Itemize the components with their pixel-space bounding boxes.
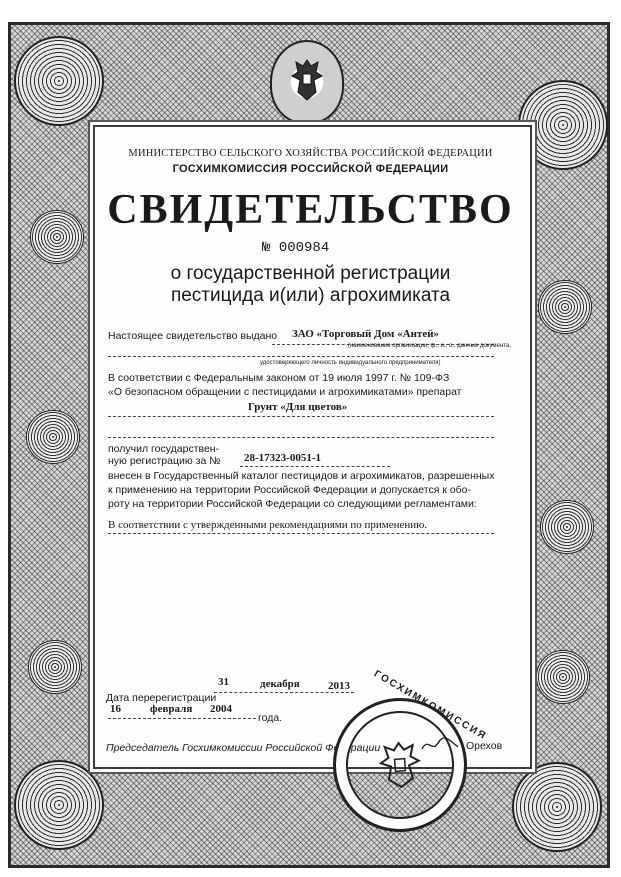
corner-rosette-bottom-left xyxy=(14,760,104,850)
number-prefix: № xyxy=(262,240,271,256)
catalog-line-1: внесен в Государственный каталог пестицидов и агрохимикатов, разрешенных xyxy=(108,470,495,482)
stamp-eagle-icon xyxy=(376,738,424,793)
year-suffix: года. xyxy=(258,712,283,724)
subtitle-line-1: о государственной регистрации xyxy=(170,263,451,284)
issued-value: ЗАО «Торговый Дом «Антей» xyxy=(292,328,440,340)
law-line-1: В соответствии с Федеральным законом от 19 июля 1997 г. № 109-ФЗ xyxy=(108,372,450,384)
issued-underline-2 xyxy=(108,356,494,357)
issued-hint-2: удостоверяющего личность индивидуального предпринимателя) xyxy=(260,360,441,366)
registration-label-2: ную регистрацию за № xyxy=(108,455,221,467)
ministry-name: МИНИСТЕРСТВО СЕЛЬСКОГО ХОЗЯЙСТВА РОССИЙСКОЙ ФЕДЕРАЦИИ xyxy=(128,148,493,159)
issued-label: Настоящее свидетельство выдано xyxy=(108,330,278,342)
rereg-label: Дата перерегистрации xyxy=(106,692,217,704)
rereg-year: 2013 xyxy=(328,680,350,692)
catalog-line-3: роту на территории Российской Федерации со следующими регламентами: xyxy=(108,498,477,510)
rereg-underline xyxy=(214,692,354,693)
certificate-number xyxy=(262,240,329,256)
reglament-text: В соответствии с утвержденными рекомендациями по применению. xyxy=(108,519,428,531)
side-rosette-right-2 xyxy=(540,500,594,554)
catalog-line-2: к применению на территории Российской Федерации и допускается к обо- xyxy=(108,484,472,496)
registration-number: 28-17323-0051-1 xyxy=(244,452,321,464)
reglament-underline xyxy=(108,533,494,534)
subtitle-line-2: пестицида и(или) агрохимиката xyxy=(170,285,451,306)
signature-icon xyxy=(420,735,460,755)
chairman-name: Орехов xyxy=(466,740,503,752)
side-rosette-left-2 xyxy=(26,410,80,464)
product-underline xyxy=(108,416,494,417)
agency-name: ГОСХИМКОМИССИЯ РОССИЙСКОЙ ФЕДЕРАЦИИ xyxy=(172,163,449,175)
coat-of-arms-emblem xyxy=(270,40,344,124)
reg-month: февраля xyxy=(150,703,193,715)
product-underline-2 xyxy=(108,437,494,438)
rereg-day: 31 xyxy=(218,676,229,688)
reg-underline xyxy=(108,718,256,719)
page-title: СВИДЕТЕЛЬСТВО xyxy=(107,187,514,233)
number-value: 000984 xyxy=(278,240,330,256)
chairman-label: Председатель Госхимкомиссии Российской Федерации xyxy=(106,742,381,754)
double-headed-eagle-icon xyxy=(290,56,324,104)
corner-rosette-top-left xyxy=(14,36,104,126)
rereg-month: декабря xyxy=(260,678,300,690)
stamp-text: ГОСХИМКОМИССИЯ xyxy=(371,668,489,743)
registration-label-1: получил государствен- xyxy=(108,443,220,455)
issued-hint-1: (наименование организации, ф., и., о., данные документа, xyxy=(348,343,511,349)
registration-underline xyxy=(240,466,390,467)
reg-day: 16 xyxy=(110,703,121,715)
reg-year: 2004 xyxy=(210,703,232,715)
corner-rosette-bottom-right xyxy=(512,762,602,852)
law-line-2: «О безопасном обращении с пестицидами и агрохимикатами» препарат xyxy=(108,386,462,398)
side-rosette-left-3 xyxy=(28,640,82,694)
side-rosette-right-3 xyxy=(536,650,590,704)
product-name: Грунт «Для цветов» xyxy=(248,401,348,413)
